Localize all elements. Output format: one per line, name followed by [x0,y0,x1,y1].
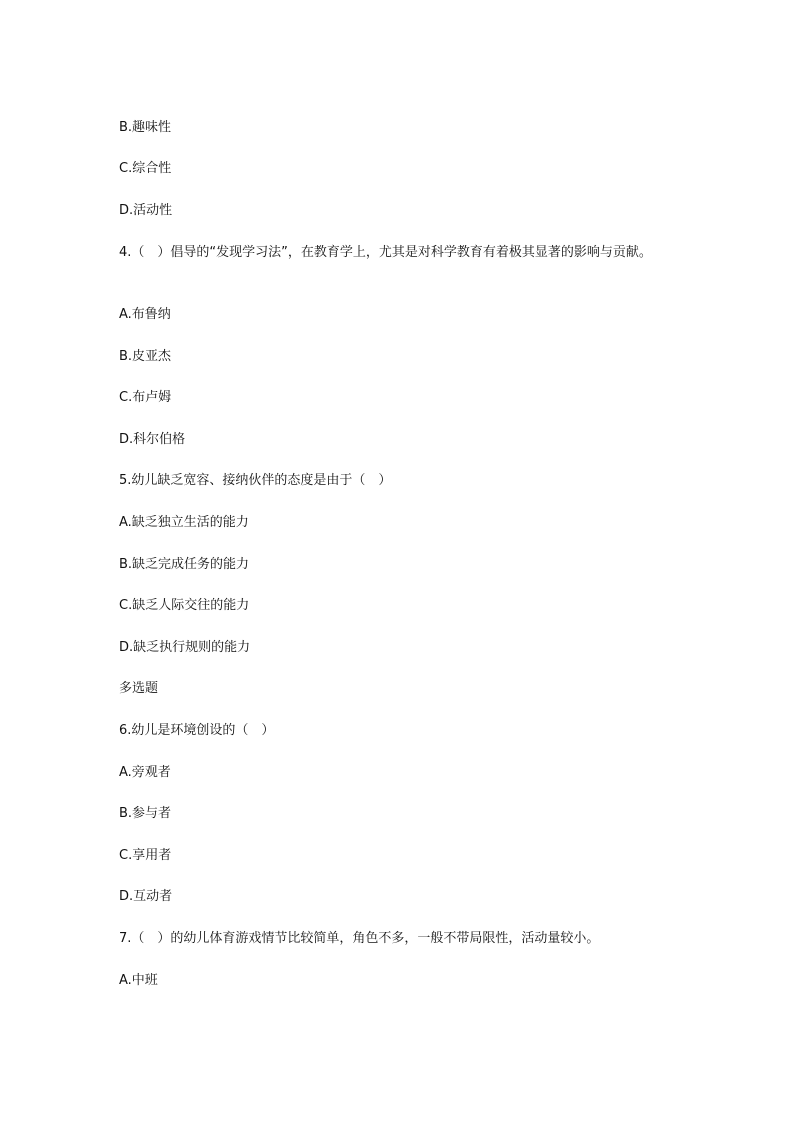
option-4a: A.布鲁纳 [119,307,171,322]
question-4: 4.（ ）倡导的“发现学习法”，在教育学上，尤其是对科学教育有着极其显著的影响与贡献。 [119,245,652,260]
option-5b: B.缺乏完成任务的能力 [119,557,250,572]
section-heading-multiple-choice: 多选题 [119,681,159,696]
option-6a: A.旁观者 [119,765,171,780]
question-5: 5.幼儿缺乏宽容、接纳伙伴的态度是由于（ ） [119,473,392,488]
question-7: 7.（ ）的幼儿体育游戏情节比较简单，角色不多，一般不带局限性，活动量较小。 [119,931,600,946]
option-3d: D.活动性 [119,203,173,218]
option-5a: A.缺乏独立生活的能力 [119,515,249,530]
option-3c: C.综合性 [119,161,172,176]
option-4d: D.科尔伯格 [119,432,186,447]
option-5d: D.缺乏执行规则的能力 [119,640,251,655]
option-6b: B.参与者 [119,806,172,821]
option-3b: B.趣味性 [119,120,172,135]
option-4b: B.皮亚杰 [119,349,172,364]
question-6: 6.幼儿是环境创设的（ ） [119,723,275,738]
option-4c: C.布卢姆 [119,390,172,405]
option-7a: A.中班 [119,973,158,988]
option-6d: D.互动者 [119,889,173,904]
option-6c: C.享用者 [119,848,172,863]
option-5c: C.缺乏人际交往的能力 [119,598,250,613]
